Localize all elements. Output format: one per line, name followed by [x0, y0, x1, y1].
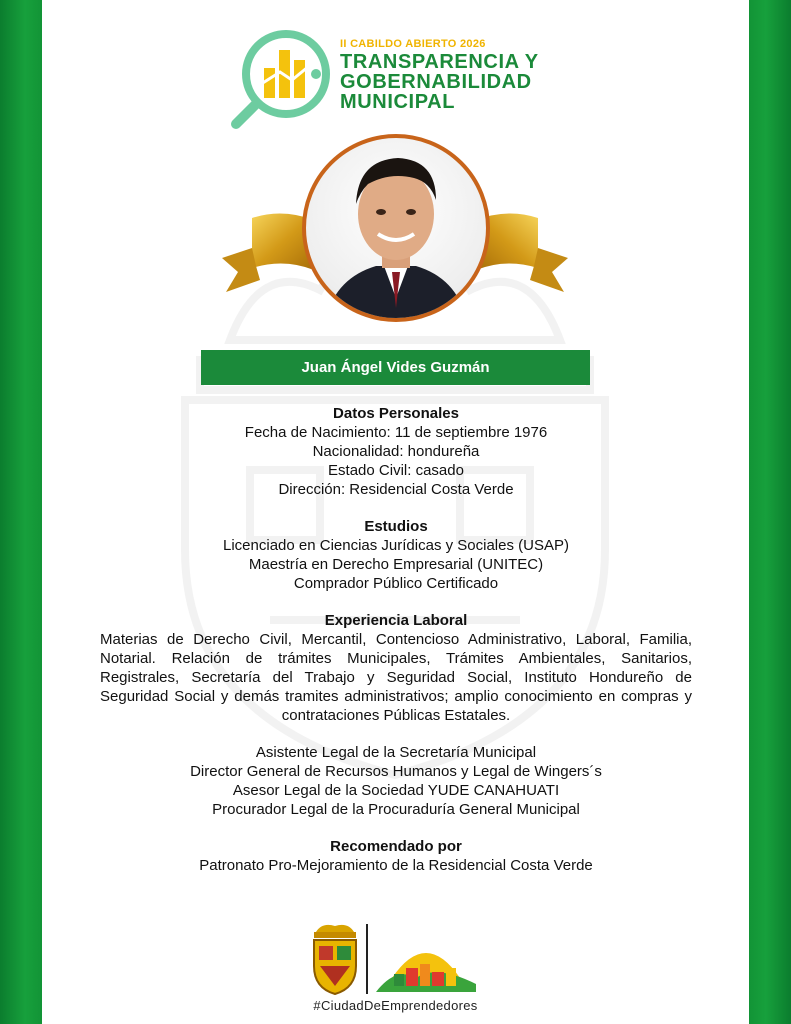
recomendado-text: Patronato Pro-Mejoramiento de la Residencial Costa Verde [199, 857, 593, 874]
estudios-line: Maestría en Derecho Empresarial (UNITEC) [248, 556, 544, 573]
municipal-crest-icon [310, 922, 360, 996]
estudios-title: Estudios [364, 518, 428, 535]
datos-personales-line: Nacionalidad: hondureña [312, 443, 480, 460]
estudios-line: Comprador Público Certificado [293, 575, 499, 592]
candidate-photo-frame [302, 134, 490, 322]
person-portrait-icon [306, 138, 486, 318]
recomendado-title: Recomendado por [330, 838, 462, 855]
footer-hashtag: #CiudadDeEmprendedores [313, 998, 478, 1013]
experiencia-position: Asistente Legal de la Secretaría Municipal [255, 744, 537, 761]
event-title [340, 52, 539, 112]
profile-content [100, 404, 692, 875]
footer-divider [366, 924, 368, 994]
experiencia-position: Procurador Legal de la Procuraduría General Municipal [212, 801, 580, 818]
datos-personales-line: Estado Civil: casado [328, 462, 464, 479]
experiencia-paragraph: Materias de Derecho Civil, Mercantil, Contencioso Administrativo, Laboral, Familia, Notarial. Relación de trámites Municipales, Trámites Ambientales, Sanitarios, Registrales, Secretaría del Trabajo y Seguridad Social, Instituto Hondureño de Seguridad Social y demás tramites administrativos; amplio conocimiento en compras y contrataciones Públicas Estatales. [100, 631, 692, 724]
event-subtitle: II CABILDO ABIERTO 2026 [340, 38, 486, 50]
right-green-border [749, 0, 791, 1024]
estudios-line: Licenciado en Ciencias Jurídicas y Sociales (USAP) [223, 537, 569, 554]
magnifier-bar-chart-icon [228, 24, 338, 134]
experiencia-position: Asesor Legal de la Sociedad YUDE CANAHUATI [232, 782, 560, 799]
datos-personales-title: Datos Personales [333, 405, 459, 422]
event-title-line3: MUNICIPAL [340, 91, 456, 113]
candidate-name: Juan Ángel Vides Guzmán [201, 350, 590, 385]
datos-personales-line: Fecha de Nacimiento: 11 de septiembre 1976 [244, 424, 548, 441]
city-skyline-icon [376, 938, 476, 992]
datos-personales-line: Dirección: Residencial Costa Verde [278, 481, 514, 498]
event-title-line2: GOBERNABILIDAD [340, 71, 532, 93]
candidate-photo [302, 134, 490, 322]
experiencia-position: Director General de Recursos Humanos y Legal de Wingers´s [190, 763, 602, 780]
experiencia-title: Experiencia Laboral [324, 612, 468, 629]
left-green-border [0, 0, 42, 1024]
event-title-line1: TRANSPARENCIA Y [340, 51, 539, 73]
